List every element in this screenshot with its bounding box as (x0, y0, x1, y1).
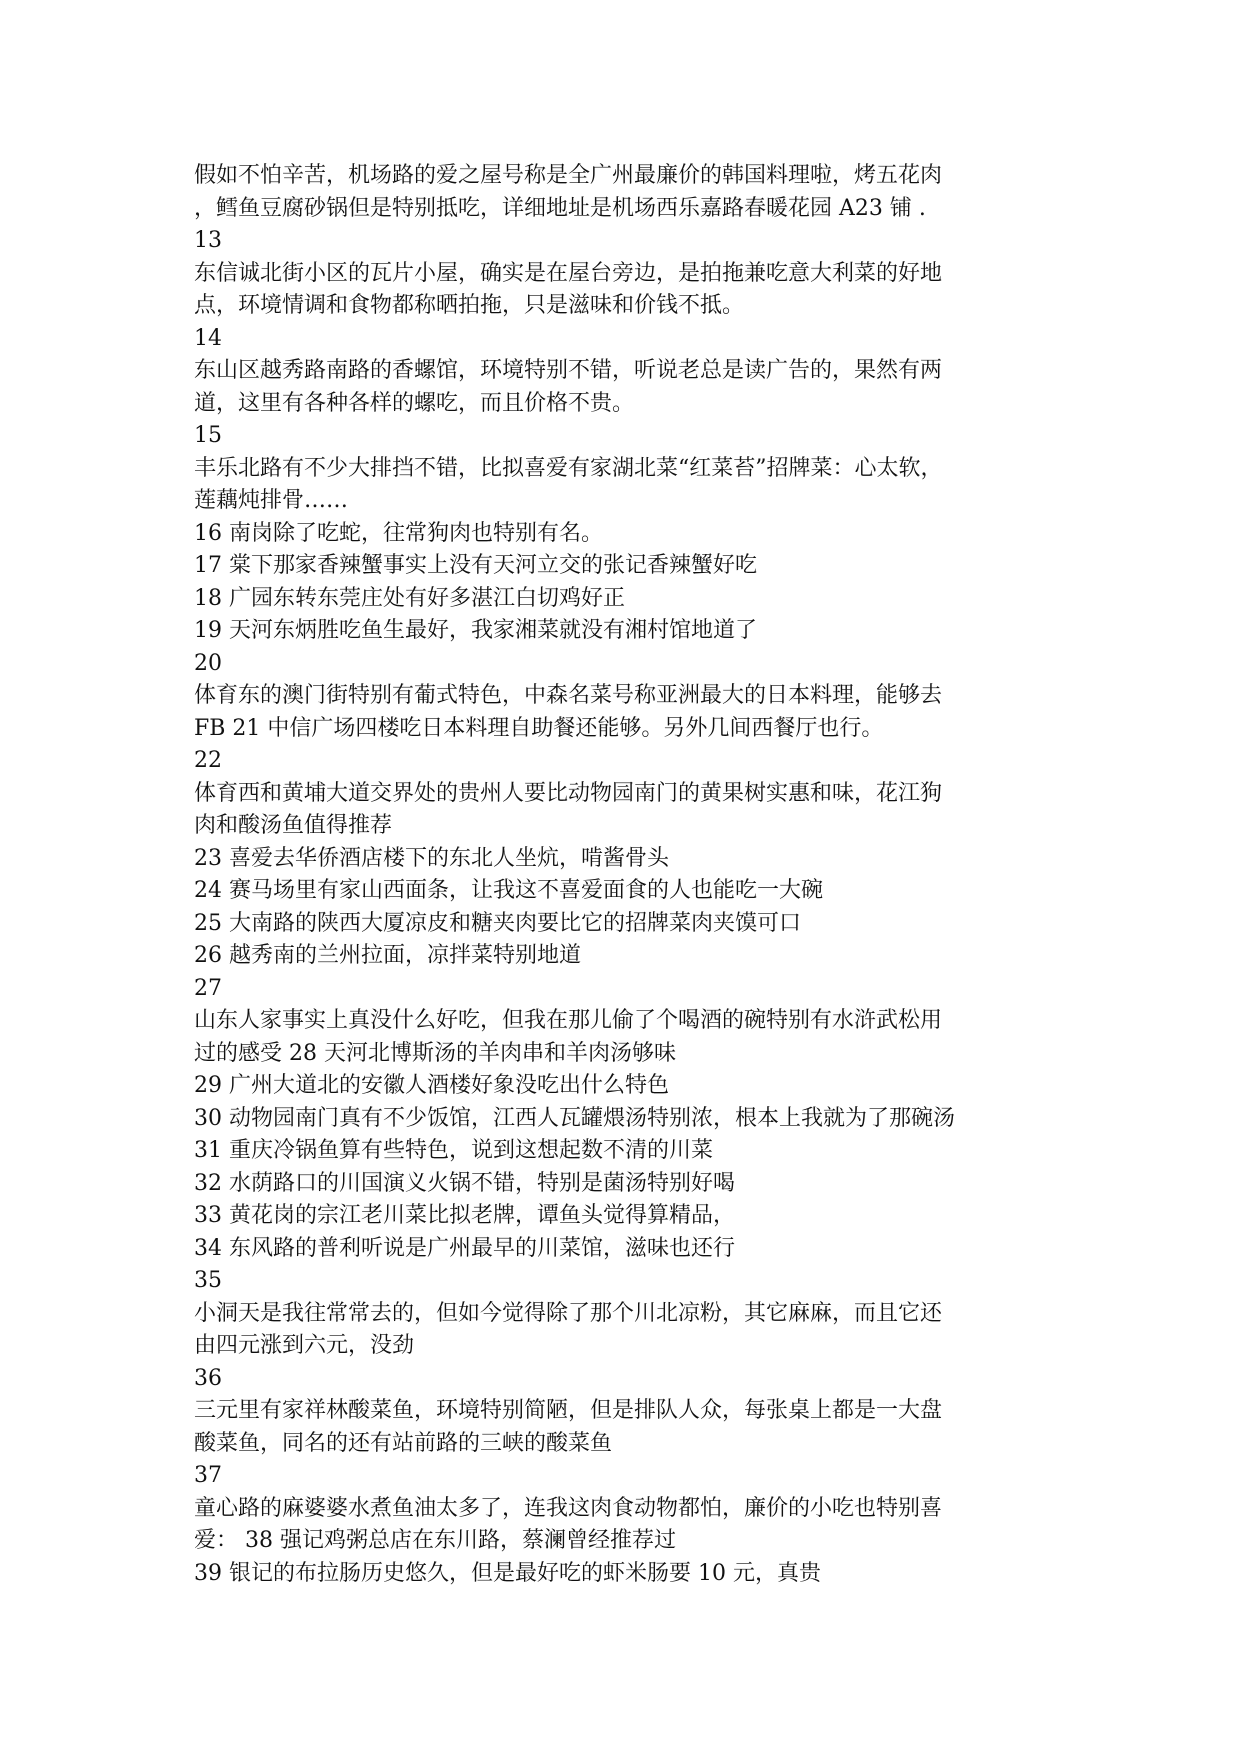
text-line: 32 水荫路口的川国演义火锅不错，特别是菌汤特别好喝 (194, 1170, 735, 1196)
text-line: 丰乐北路有不少大排挡不错，比拟喜爱有家湖北菜“红菜苔”招牌菜：心太软， (194, 455, 943, 481)
text-line: 23 喜爱去华侨酒店楼下的东北人坐炕，啃酱骨头 (194, 845, 669, 871)
text-line: 酸菜鱼，同名的还有站前路的三峡的酸菜鱼 (194, 1430, 613, 1456)
text-line: 17 棠下那家香辣蟹事实上没有天河立交的张记香辣蟹好吃 (194, 553, 757, 578)
text-line: 26 越秀南的兰州拉面，凉拌菜特别地道 (194, 943, 581, 968)
text-line: 道，这里有各种各样的螺吃，而且价格不贵。 (194, 390, 635, 416)
text-line: 过的感受 28 天河北博斯汤的羊肉串和羊肉汤够味 (194, 1040, 676, 1066)
item-number: 35 (194, 1268, 222, 1293)
text-line: 假如不怕辛苦，机场路的爱之屋号称是全广州最廉价的韩国料理啦，烤五花肉 (194, 163, 943, 188)
text-line: ，鳕鱼豆腐砂锅但是特别抵吃，详细地址是机场西乐嘉路春暖花园 A23 铺 . (194, 195, 926, 221)
text-line: 31 重庆冷锅鱼算有些特色，说到这想起数不清的川菜 (194, 1138, 713, 1163)
text-line: 三元里有家祥林酸菜鱼，环境特别简陋，但是排队人众，每张桌上都是一大盘 (194, 1398, 943, 1423)
item-number: 27 (194, 975, 222, 1001)
text-line: 30 动物园南门真有不少饭馆，江西人瓦罐煨汤特别浓，根本上我就为了那碗汤 (194, 1105, 955, 1131)
text-line: 体育西和黄埔大道交界处的贵州人要比动物园南门的黄果树实惠和味，花江狗 (194, 780, 943, 806)
text-line: 东山区越秀路南路的香螺馆，环境特别不错，听说老总是读广告的，果然有两 (194, 358, 943, 383)
text-line: 童心路的麻婆婆水煮鱼油太多了，连我这肉食动物都怕，廉价的小吃也特别喜 (194, 1495, 943, 1521)
text-line: 莲藕炖排骨…… (194, 488, 349, 513)
text-line: FB 21 中信广场四楼吃日本料理自助餐还能够。另外几间西餐厅也行。 (194, 715, 884, 741)
item-number: 37 (194, 1463, 222, 1488)
text-line: 34 东风路的普利听说是广州最早的川菜馆，滋味也还行 (194, 1235, 735, 1261)
text-line: 爱： 38 强记鸡粥总店在东川路，蔡澜曾经推荐过 (194, 1528, 676, 1553)
text-line: 山东人家事实上真没什么好吃，但我在那儿偷了个喝酒的碗特别有水浒武松用 (194, 1008, 943, 1033)
text-line: 25 大南路的陕西大厦凉皮和糖夹肉要比它的招牌菜肉夹馍可口 (194, 910, 801, 936)
item-number: 13 (194, 228, 222, 253)
text-line: 东信诚北街小区的瓦片小屋，确实是在屋台旁边，是拍拖兼吃意大利菜的好地 (194, 260, 943, 286)
item-number: 22 (194, 748, 222, 773)
text-line: 19 天河东炳胜吃鱼生最好，我家湘菜就没有湘村馆地道了 (194, 618, 757, 643)
text-line: 点，环境情调和食物都称晒拍拖，只是滋味和价钱不抵。 (194, 293, 745, 318)
text-line: 39 银记的布拉肠历史悠久，但是最好吃的虾米肠要 10 元，真贵 (194, 1560, 821, 1586)
text-line: 33 黄花岗的宗江老川菜比拟老牌，谭鱼头觉得算精品， (194, 1203, 735, 1228)
item-number: 14 (194, 325, 222, 351)
text-line: 由四元涨到六元，没劲 (194, 1333, 415, 1358)
text-line: 16 南岗除了吃蛇，往常狗肉也特别有名。 (194, 520, 603, 546)
text-line: 小洞天是我往常常去的，但如今觉得除了那个川北凉粉，其它麻麻，而且它还 (194, 1300, 943, 1326)
item-number: 20 (194, 650, 222, 676)
item-number: 36 (194, 1365, 222, 1391)
text-line: 18 广园东转东莞庄处有好多湛江白切鸡好正 (194, 585, 625, 611)
item-number: 15 (194, 423, 222, 448)
text-line: 29 广州大道北的安徽人酒楼好象没吃出什么特色 (194, 1073, 669, 1098)
text-line: 肉和酸汤鱼值得推荐 (194, 813, 393, 838)
text-line: 体育东的澳门街特别有葡式特色，中森名菜号称亚洲最大的日本料理，能够去 (194, 683, 943, 708)
document-body (194, 160, 1074, 1590)
text-line: 24 赛马场里有家山西面条，让我这不喜爱面食的人也能吃一大碗 (194, 878, 823, 903)
